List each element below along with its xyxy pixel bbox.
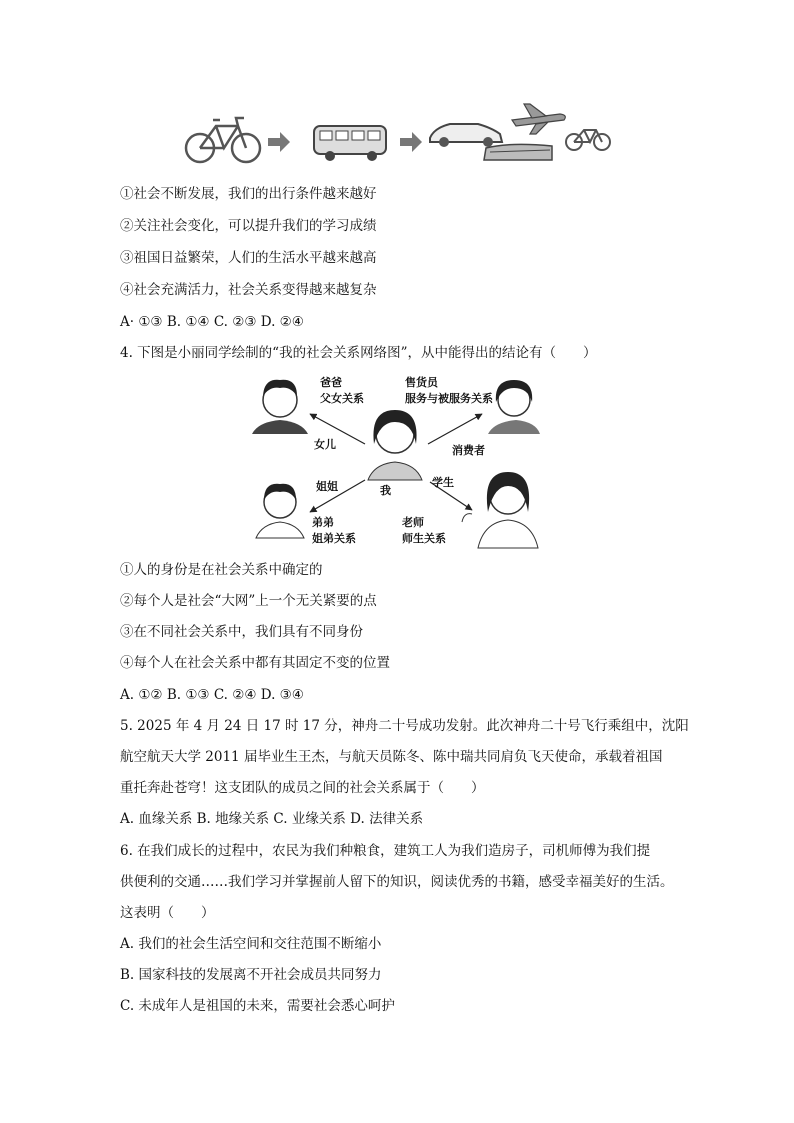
q3-option-1: ①社会不断发展，我们的出行条件越来越好 — [120, 186, 377, 202]
label-father-role: 爸爸 — [320, 376, 342, 389]
bicycle-icon — [186, 118, 260, 162]
q3-option-3: ③祖国日益繁荣，人们的生活水平越来越高 — [120, 250, 377, 266]
q6-option-a: A. 我们的社会生活空间和交往范围不断缩小 — [120, 936, 382, 952]
label-consumer: 消费者 — [452, 444, 485, 457]
social-relations-diagram — [250, 372, 540, 550]
label-elder-sister: 姐姐 — [316, 480, 338, 493]
label-shop-assistant-role: 售货员 — [405, 376, 438, 389]
q4-option-3: ③在不同社会关系中，我们具有不同身份 — [120, 624, 363, 640]
arrow-icon — [268, 132, 290, 152]
q5-stem-line-1: 5. 2025 年 4 月 24 日 17 时 17 分，神舟二十号成功发射。此次神舟二十号飞行乘组中，沈阳 — [120, 718, 689, 734]
transport-evolution-illustration — [180, 100, 620, 168]
bicycle-icon — [566, 130, 610, 150]
q5-answer-choices: A. 血缘关系 B. 地缘关系 C. 业缘关系 D. 法律关系 — [120, 811, 424, 827]
label-father-relation: 父女关系 — [320, 392, 364, 405]
teacher-avatar — [462, 472, 538, 548]
q6-option-c: C. 未成年人是祖国的未来，需要社会悉心呵护 — [120, 998, 395, 1014]
self-girl-avatar — [368, 410, 422, 480]
label-service-relation: 服务与被服务关系 — [405, 392, 493, 405]
father-avatar — [252, 380, 308, 434]
label-sibling-relation: 姐弟关系 — [312, 532, 356, 545]
q4-option-1: ①人的身份是在社会关系中确定的 — [120, 562, 323, 578]
q6-option-b: B. 国家科技的发展离不开社会成员共同努力 — [120, 967, 382, 983]
q4-option-2: ②每个人是社会“大网”上一个无关紧要的点 — [120, 593, 377, 609]
q5-stem-line-3: 重托奔赴苍穹！这支团队的成员之间的社会关系属于（ ） — [120, 780, 485, 796]
label-teacher-relation: 师生关系 — [402, 532, 446, 545]
q6-stem-line-3: 这表明（ ） — [120, 905, 215, 921]
label-me: 我 — [380, 484, 391, 497]
q6-stem-line-1: 6. 在我们成长的过程中，农民为我们种粮食，建筑工人为我们造房子，司机师傅为我们提 — [120, 843, 651, 859]
q4-option-4: ④每个人在社会关系中都有其固定不变的位置 — [120, 655, 390, 671]
q5-stem-line-2: 航空航天大学 2011 届毕业生王杰，与航天员陈冬、陈中瑞共同肩负飞天使命，承载着祖国 — [120, 749, 663, 765]
brother-avatar — [256, 484, 304, 538]
airplane-icon — [512, 104, 565, 134]
label-brother-role: 弟弟 — [312, 516, 334, 529]
q4-answer-choices: A. ①② B. ①③ C. ②④ D. ③④ — [120, 687, 304, 703]
arrow-icon — [400, 132, 422, 152]
shop-assistant-avatar — [488, 380, 540, 434]
label-teacher-role: 老师 — [402, 516, 424, 529]
q3-answer-choices: A· ①③ B. ①④ C. ②③ D. ②④ — [120, 314, 304, 330]
car-icon — [430, 124, 502, 147]
q4-stem: 4. 下图是小丽同学绘制的“我的社会关系网络图”，从中能得出的结论有（ ） — [120, 345, 597, 361]
q6-stem-line-2: 供便利的交通……我们学习并掌握前人留下的知识，阅读优秀的书籍，感受幸福美好的生活。 — [120, 874, 674, 890]
label-student: 学生 — [432, 476, 454, 489]
high-speed-train-icon — [484, 144, 552, 160]
label-daughter: 女儿 — [314, 438, 336, 451]
q3-option-4: ④社会充满活力，社会关系变得越来越复杂 — [120, 282, 377, 298]
q3-option-2: ②关注社会变化，可以提升我们的学习成绩 — [120, 218, 377, 234]
bus-icon — [314, 126, 386, 161]
